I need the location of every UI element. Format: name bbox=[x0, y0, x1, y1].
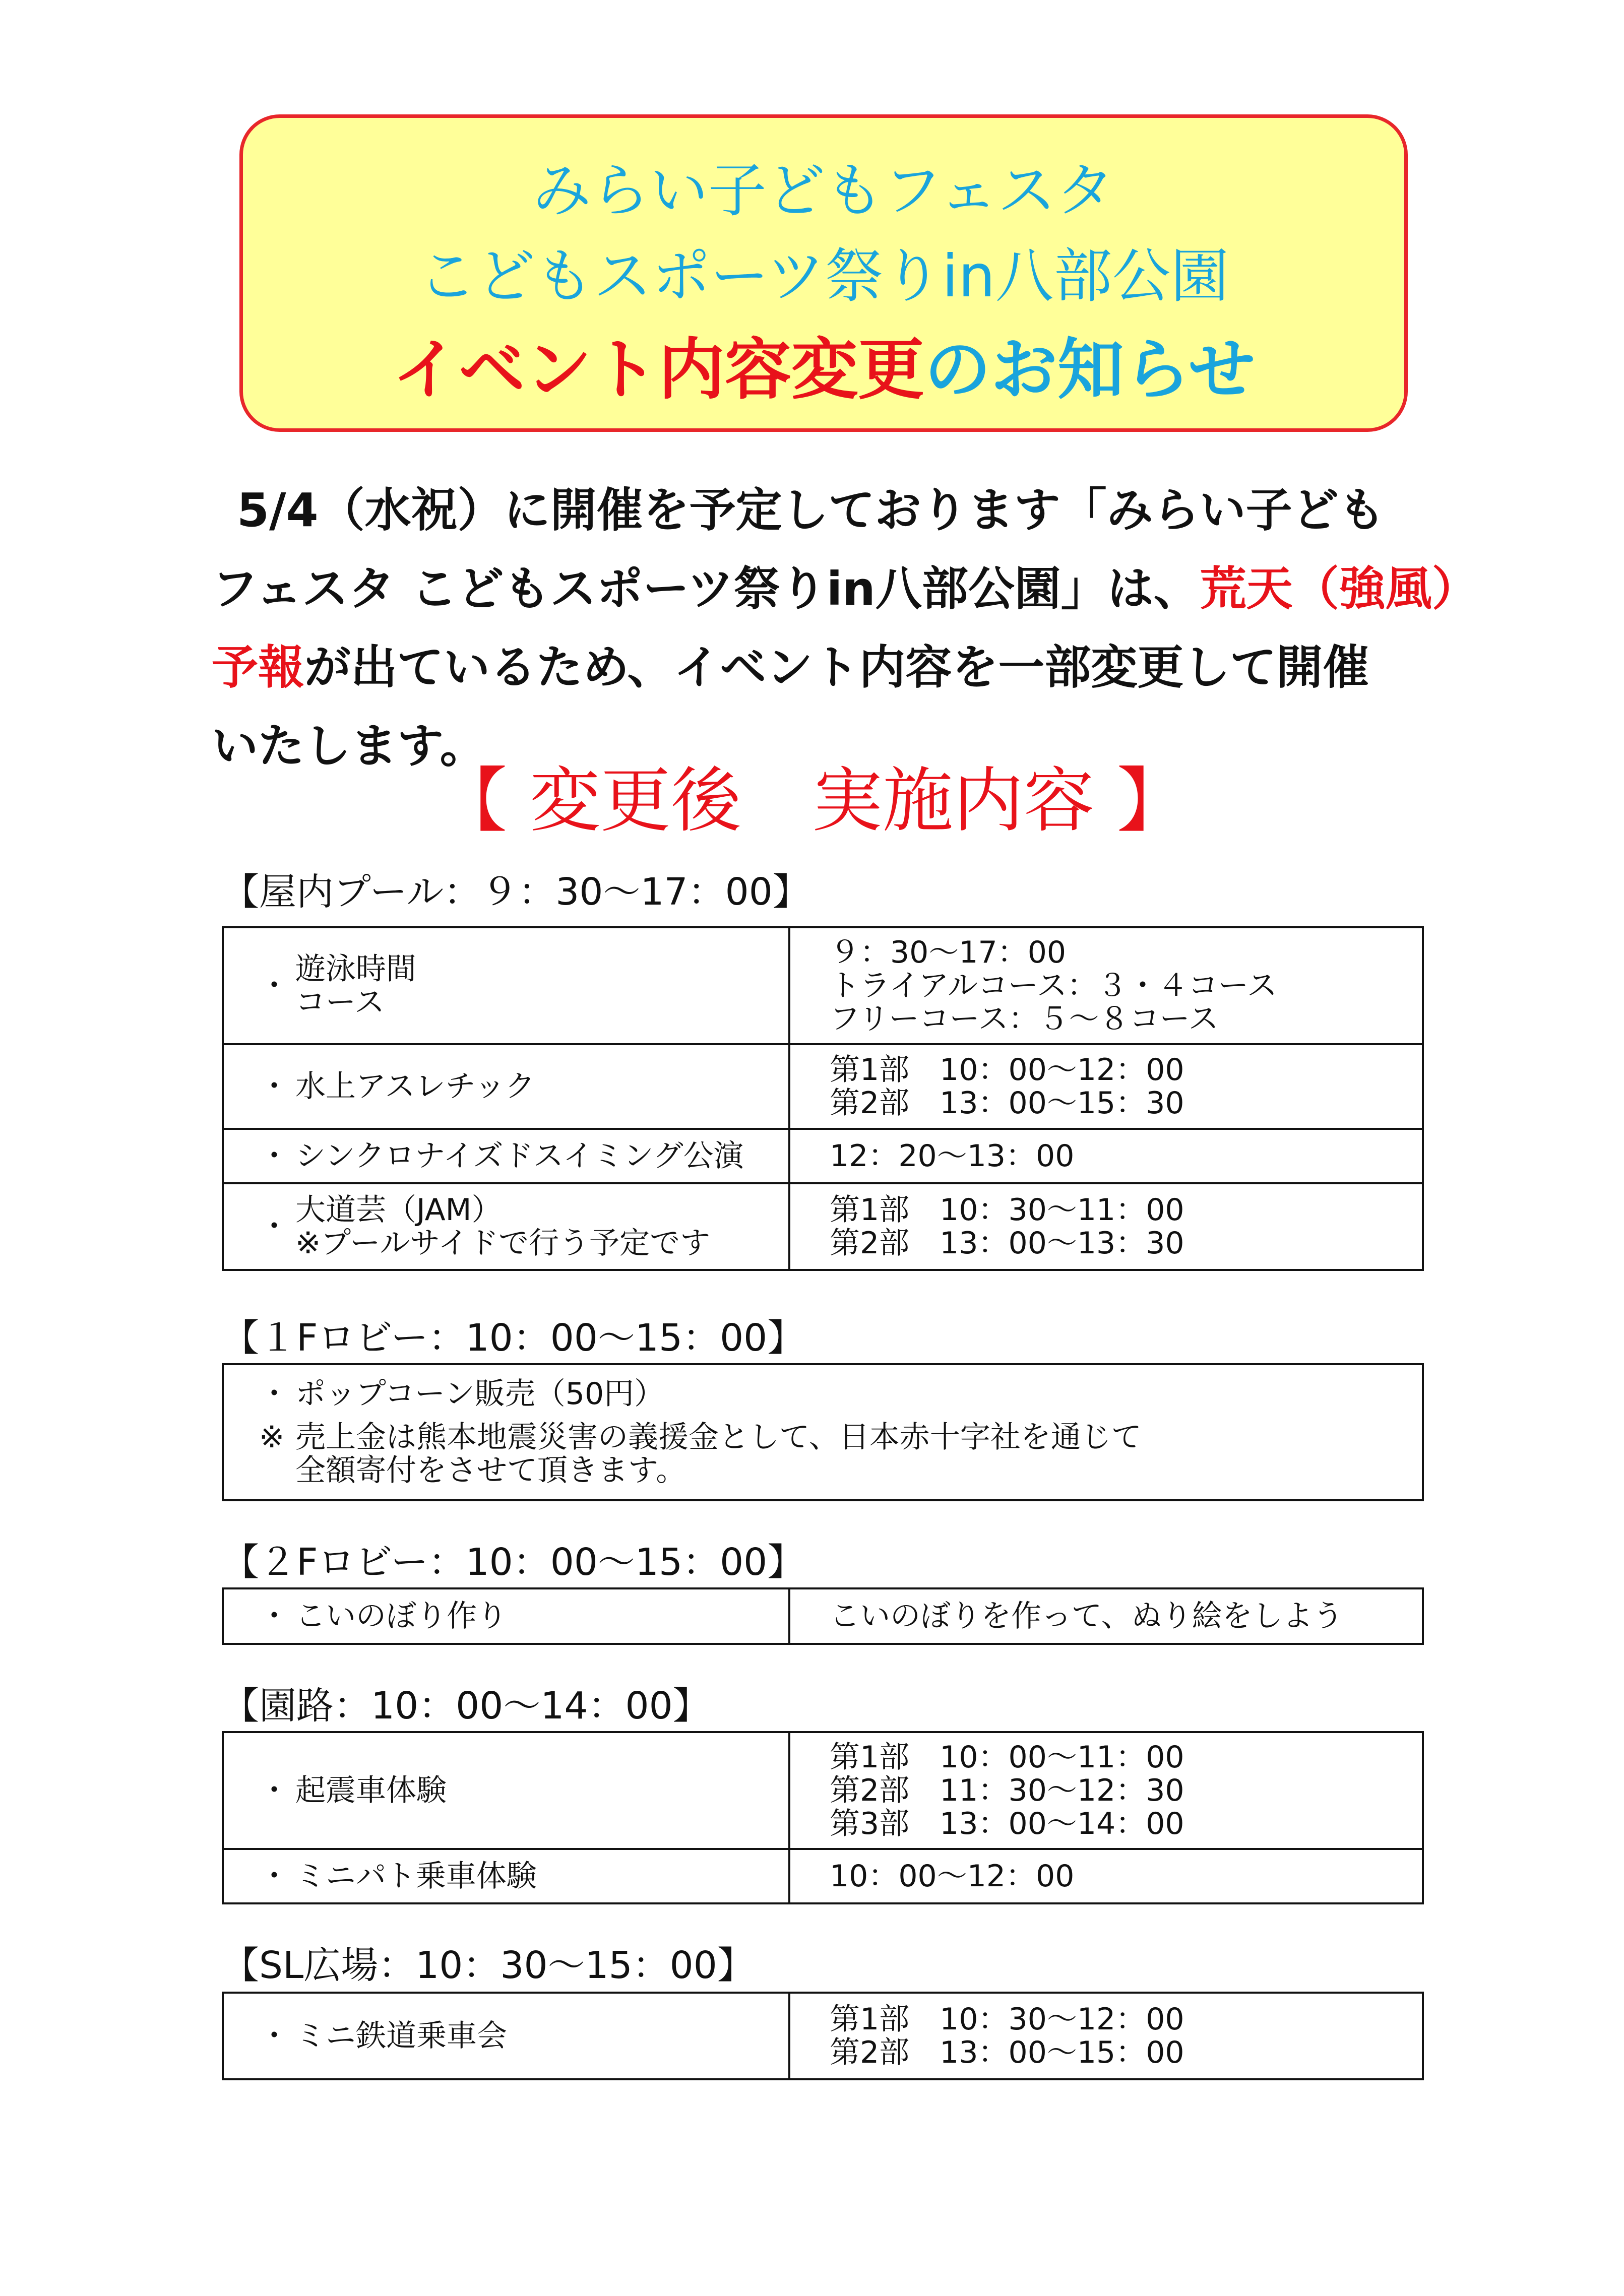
street-performance-part1: 第1部 10：30～11：00 bbox=[830, 1192, 1184, 1228]
mini-patrol-label: ミニパト乗車体験 bbox=[295, 1859, 537, 1894]
table-cell bbox=[223, 1849, 789, 1903]
lobby1-table bbox=[222, 1363, 1424, 1501]
table-row bbox=[223, 1129, 1423, 1183]
table-cell bbox=[223, 1129, 789, 1183]
earthquake-part1: 第1部 10：00～11：00 bbox=[830, 1740, 1184, 1775]
aqua-athletic-part2: 第2部 13：00～15：30 bbox=[830, 1086, 1184, 1121]
bullet: ・ bbox=[259, 1599, 289, 1634]
lobby1-section-title: 【１Fロビー：10：00～15：00】 bbox=[222, 1316, 805, 1360]
koinobori-description: こいのぼりを作って、ぬり絵をしよう bbox=[830, 1599, 1343, 1634]
intro-line-3-text: が出ているため、イベント内容を一部変更して開催 bbox=[304, 641, 1369, 694]
road-table bbox=[222, 1731, 1424, 1904]
table-cell bbox=[223, 927, 789, 1044]
title-banner bbox=[239, 114, 1408, 432]
lobby2-table bbox=[222, 1587, 1424, 1645]
intro-weather-warning: 荒天（強風） bbox=[1200, 562, 1478, 616]
bullet: ・ bbox=[259, 968, 289, 1003]
intro-line-2-text: フェスタ こどもスポーツ祭りin八部公園」は、 bbox=[212, 562, 1200, 616]
title-line-2: こどもスポーツ祭りin八部公園 bbox=[418, 242, 1229, 310]
mini-railway-part1: 第1部 10：30～12：00 bbox=[830, 2002, 1184, 2037]
table-row bbox=[223, 1732, 1423, 1849]
earthquake-part3: 第3部 13：00～14：00 bbox=[830, 1806, 1184, 1841]
pool-section-title: 【屋内プール：９：30～17：00】 bbox=[222, 870, 810, 914]
table-row bbox=[223, 1183, 1423, 1270]
table-cell bbox=[789, 1183, 1423, 1270]
table-cell bbox=[789, 1044, 1423, 1129]
synchro-time: 12：20～13：00 bbox=[830, 1138, 1075, 1174]
table-cell bbox=[223, 1364, 1423, 1500]
title-notice-suffix: のお知らせ bbox=[924, 331, 1256, 409]
table-cell bbox=[223, 1993, 789, 2079]
bullet: ・ bbox=[259, 1069, 289, 1104]
intro-line-2 bbox=[212, 550, 1478, 628]
bullet: ・ bbox=[259, 1209, 289, 1244]
pool-course-label: コース bbox=[295, 985, 385, 1020]
mini-railway-label: ミニ鉄道乗車会 bbox=[295, 2018, 507, 2054]
intro-line-3 bbox=[212, 628, 1421, 707]
mini-patrol-time: 10：00～12：00 bbox=[830, 1859, 1075, 1894]
sl-section-title: 【SL広場：10：30～15：00】 bbox=[222, 1944, 755, 1987]
popcorn-label: ポップコーン販売（50円） bbox=[295, 1376, 665, 1412]
section-heading: 【 変更後 実施内容 】 bbox=[436, 760, 1188, 842]
title-line-1: みらい子どもフェスタ bbox=[532, 157, 1115, 225]
table-cell bbox=[789, 927, 1423, 1044]
aqua-athletic-label: 水上アスレチック bbox=[295, 1069, 535, 1104]
aqua-athletic-part1: 第1部 10：00～12：00 bbox=[830, 1052, 1184, 1088]
lobby2-section-title: 【２Fロビー：10：00～15：00】 bbox=[222, 1541, 805, 1584]
earthquake-part2: 第2部 11：30～12：30 bbox=[830, 1773, 1184, 1808]
pool-swim-time: ９：30～17：00 bbox=[830, 935, 1067, 970]
intro-forecast: 予報 bbox=[212, 641, 305, 694]
koinobori-label: こいのぼり作り bbox=[295, 1599, 507, 1634]
sl-table bbox=[222, 1992, 1424, 2080]
table-cell bbox=[223, 1044, 789, 1129]
intro-paragraph bbox=[212, 471, 1478, 786]
table-cell bbox=[223, 1183, 789, 1270]
note-mark: ※ bbox=[259, 1420, 285, 1455]
table-cell bbox=[223, 1588, 789, 1644]
pool-swim-label: 遊泳時間 bbox=[295, 951, 416, 987]
table-row bbox=[223, 1588, 1423, 1644]
pool-free-course: フリーコース：５～８コース bbox=[830, 1001, 1219, 1037]
table-row bbox=[223, 1364, 1423, 1500]
intro-line-1: 5/4（水祝）に開催を予定しております「みらい子ども bbox=[237, 483, 1385, 537]
table-row bbox=[223, 927, 1423, 1044]
bullet: ・ bbox=[259, 1859, 289, 1894]
street-performance-part2: 第2部 13：00～13：30 bbox=[830, 1226, 1184, 1261]
donation-note-line-2: 全額寄付をさせて頂きます。 bbox=[295, 1453, 686, 1488]
pool-trial-course: トライアルコース：３・４コース bbox=[830, 968, 1277, 1003]
table-cell bbox=[789, 1588, 1423, 1644]
bullet: ・ bbox=[259, 1376, 289, 1412]
table-cell bbox=[223, 1732, 789, 1849]
bullet: ・ bbox=[259, 1138, 289, 1174]
bullet: ・ bbox=[259, 1773, 289, 1808]
table-cell bbox=[789, 1732, 1423, 1849]
bullet: ・ bbox=[259, 2018, 289, 2054]
donation-note-line-1: 売上金は熊本地震災害の義援金として、日本赤十字社を通じて bbox=[295, 1420, 1142, 1455]
mini-railway-part2: 第2部 13：00～15：00 bbox=[830, 2035, 1184, 2070]
street-performance-note: ※プールサイドで行う予定です bbox=[295, 1226, 711, 1261]
table-cell bbox=[789, 1129, 1423, 1183]
table-row bbox=[223, 1993, 1423, 2079]
table-row bbox=[223, 1044, 1423, 1129]
synchro-label: シンクロナイズドスイミング公演 bbox=[295, 1138, 744, 1174]
earthquake-simulator-label: 起震車体験 bbox=[295, 1773, 447, 1808]
table-row bbox=[223, 1849, 1423, 1903]
intro-line-4: いたします。 bbox=[212, 719, 486, 773]
table-cell bbox=[789, 1993, 1423, 2079]
title-line-3 bbox=[243, 332, 1404, 408]
street-performance-label: 大道芸（JAM） bbox=[295, 1192, 502, 1228]
road-section-title: 【園路：10：00～14：00】 bbox=[222, 1684, 710, 1728]
pool-table bbox=[222, 926, 1424, 1271]
title-change-notice: イベント内容変更 bbox=[392, 331, 924, 409]
table-cell bbox=[789, 1849, 1423, 1903]
